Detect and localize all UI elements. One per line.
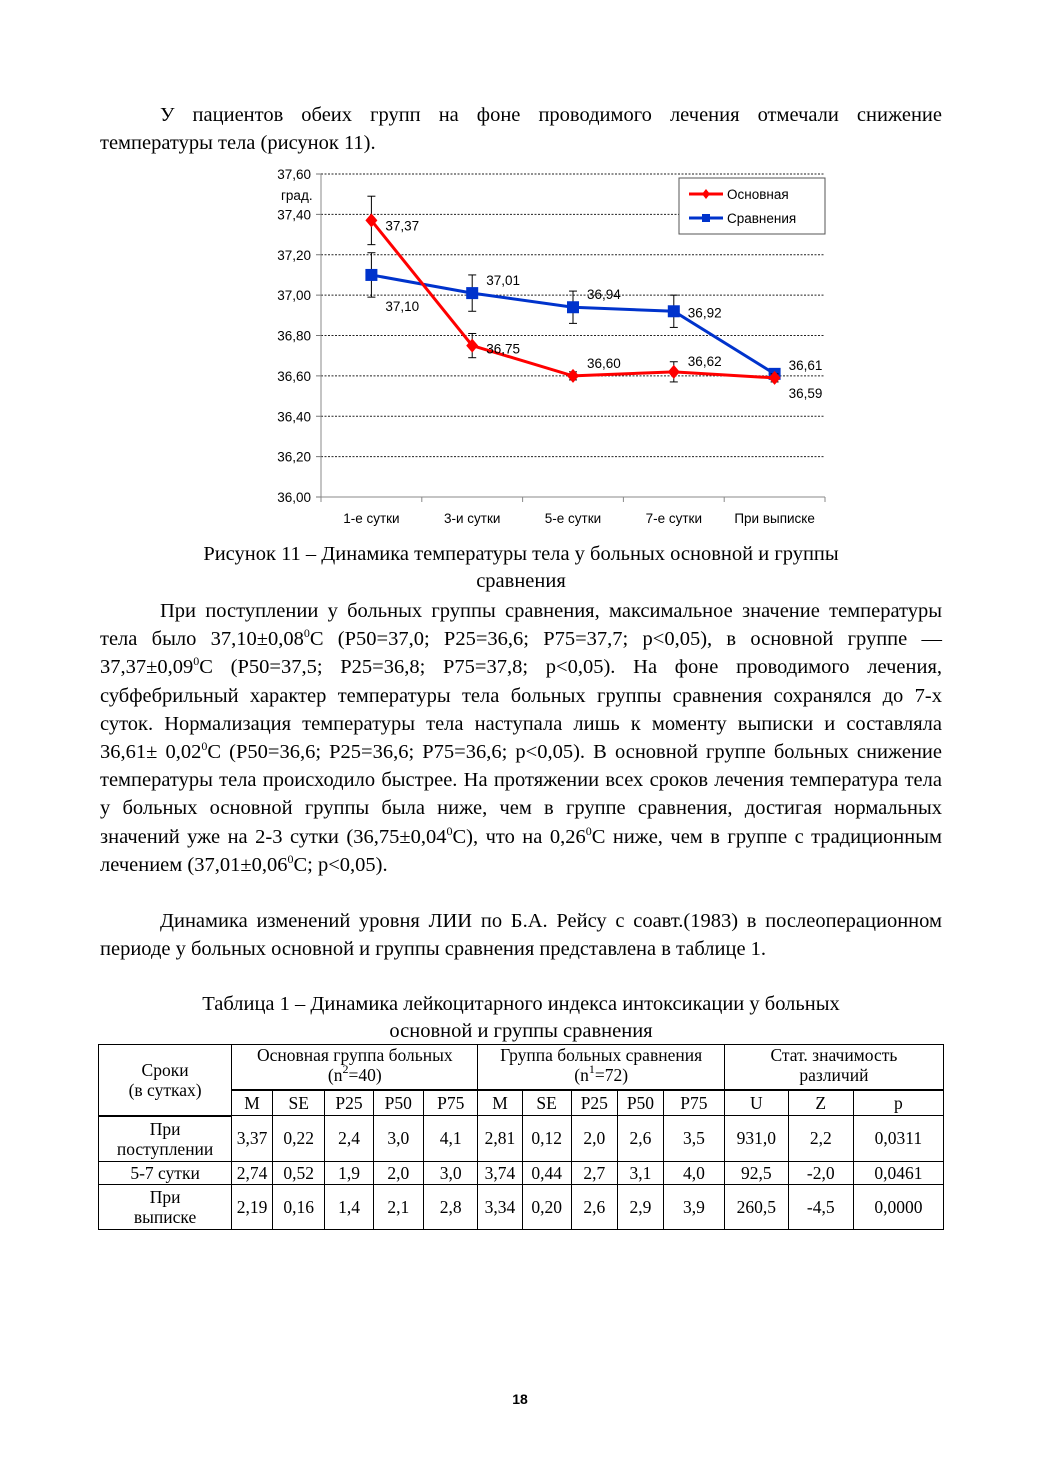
figure-caption [100,541,942,595]
table-cell: 2,1 [373,1184,423,1229]
row-period-label [99,1116,232,1162]
table-cell: 2,19 [232,1184,273,1229]
table-cell: 0,20 [522,1184,571,1229]
table-caption [100,991,942,1045]
table-cell: 0,0000 [853,1184,943,1229]
y-tick-label: 36,40 [277,409,311,425]
table-cell: 2,0 [571,1116,617,1162]
row-period-label-line2: выписке [133,1206,197,1227]
table-cell: 260,5 [724,1184,788,1229]
table-cell: 3,5 [664,1116,725,1162]
header-stat-significance [724,1045,943,1091]
header-period [99,1045,232,1116]
subheader-cell: М [232,1090,273,1116]
y-tick-label: 36,00 [277,490,311,505]
header-cmp-n-post: =72) [594,1065,629,1085]
data-label: 37,10 [385,298,420,314]
intro-paragraph: У пациентов обеих групп на фоне проводимого лечения отмечали снижение температуры тела (рисунок 11). [100,104,942,155]
header-cmp-n-pre: (n [574,1065,589,1085]
table-cell: 3,74 [478,1161,522,1184]
table-cell: 0,0311 [853,1116,943,1162]
table-caption-line2: основной и группы сравнения [389,1020,653,1042]
legend-label: Основная [727,187,789,202]
legend-label: Сравнения [727,211,797,226]
table-cell: 1,9 [325,1161,373,1184]
x-tick-label: 3-и сутки [443,511,501,526]
subheader-cell: U [724,1090,788,1116]
x-tick-label: 1-е сутки [343,511,400,526]
table-cell: 3,37 [232,1116,273,1162]
table-cell: 2,6 [617,1116,663,1162]
table-cell: 4,1 [423,1116,478,1162]
subheader-cell: Р75 [664,1090,725,1116]
subheader-cell: Z [788,1090,853,1116]
x-tick-label: 5-е сутки [544,511,602,526]
table-cell: -2,0 [788,1161,853,1184]
y-axis-label: град. [281,188,313,203]
table-cell: 0,16 [273,1184,325,1229]
table-cell: 92,5 [724,1161,788,1184]
header-main-n-post: =40) [348,1065,382,1085]
paragraph-temperature-results: При поступлении у больных группы сравнения, максимальное значение температуры тела было $37,10\pm 0,08^0С$ (Р50=37,0; Р25=36,6; Р75=37,7; р<0,05), в основной группе — $37,37\pm 0,09^0С$ (Р50=37,5; Р25=36,8; Р75=37,8; р<0,05). На фоне проводимого лечения, субфебрильный характер температуры тела больных группы сравнения сохранялся до 7-х суток. Нормализация температуры тела наступала лишь к моменту выписки и составляла $36,61\pm 0,02^0С$ (Р50=36,6; Р25=36,6; Р75=36,6; р<0,05). В основной группе больных снижение температуры тела происходило быстрее. На протяжении всех сроков лечения температура тела у больных основной группы была ниже, чем в группе сравнения, достигая нормальных значений уже на 2-3 сутки $(36,75\pm 0,04^0С)$, что на 0,26$^0$С ниже, чем в группе с традиционным лечением ($37,01\pm 0,06^0С$; р<0,05). [100,600,943,876]
data-label: 36,59 [788,385,823,401]
table-cell: 0,12 [522,1116,571,1162]
header-cmp-n-sup: 1 [588,1062,595,1076]
table-cell: 2,4 [325,1116,373,1162]
x-tick-label: При выписке [734,511,815,526]
y-tick-label: 37,00 [277,288,311,304]
table-cell: 2,2 [788,1116,853,1162]
table-cell: 931,0 [724,1116,788,1162]
subheader-cell: Р25 [325,1090,373,1116]
table-cell: 3,1 [617,1161,663,1184]
table-cell: 2,0 [373,1161,423,1184]
header-comparison-group-title: Группа больных сравнения [500,1045,703,1065]
header-comparison-group [478,1045,724,1091]
table-cell: 2,6 [571,1184,617,1229]
data-point [466,287,478,299]
subheader-cell: Р75 [423,1090,478,1116]
table-cell: 3,34 [478,1184,522,1229]
data-label: 36,92 [687,305,722,321]
table-row [99,1184,944,1229]
y-tick-label: 36,20 [277,449,311,465]
header-main-n-pre: (n [327,1065,343,1085]
x-tick-label: 7-е сутки [645,511,703,526]
row-period-label-line1: При [149,1186,181,1207]
table-cell: 0,44 [522,1161,571,1184]
row-period-label-line1: При [149,1118,181,1139]
data-label: 36,75 [486,341,520,357]
header-main-n-sup: 2 [342,1062,349,1076]
table-cell: 0,0461 [853,1161,943,1184]
table-cell: 2,7 [571,1161,617,1184]
header-main-group [232,1045,478,1091]
table-row [99,1161,944,1184]
table-cell: -4,5 [788,1184,853,1229]
data-label: 36,61 [788,357,823,373]
table-cell: 4,0 [664,1161,725,1184]
table-cell: 3,0 [373,1116,423,1162]
paragraph-lii-intro: Динамика изменений уровня ЛИИ по Б.А. Рейсу с соавт.(1983) в послеоперационном периоде у больных основной и группы сравнения представлена в таблице 1. [100,910,942,961]
temperature-chart [255,164,835,534]
data-point [668,365,680,379]
table-row [99,1116,944,1162]
table-cell: 3,0 [423,1161,478,1184]
subheader-cell: p [853,1090,943,1116]
data-label: 36,62 [687,353,722,369]
subheader-cell: Р25 [571,1090,617,1116]
header-period-line2: (в сутках) [128,1079,202,1100]
data-point [567,369,579,383]
table-cell: 2,74 [232,1161,273,1184]
table-cell: 3,9 [664,1184,725,1229]
header-stat-line2: различий [799,1065,869,1085]
table-cell: 2,8 [423,1184,478,1229]
row-period-label-line1: 5-7 сутки [130,1162,200,1183]
row-period-label [99,1184,232,1229]
subheader-cell: SE [522,1090,571,1116]
subheader-cell: Р50 [617,1090,663,1116]
table-cell: 1,4 [325,1184,373,1229]
subheader-cell: SE [273,1090,325,1116]
y-tick-label: 37,40 [277,207,311,223]
legend-marker [702,214,710,222]
data-point [668,305,680,317]
header-stat-line1: Стат. значимость [770,1045,898,1065]
data-label: 36,94 [587,287,621,303]
row-period-label [99,1161,232,1184]
lii-table [98,1044,944,1230]
table-cell: 2,9 [617,1184,663,1229]
header-period-line1: Сроки [141,1059,189,1080]
y-tick-label: 37,60 [277,167,311,182]
data-label: 37,37 [385,218,420,234]
page-number: 18 [512,1391,528,1407]
figure-caption-line1: Рисунок 11 – Динамика температуры тела у больных основной и группы [203,543,839,565]
table-cell: 0,52 [273,1161,325,1184]
y-tick-label: 37,20 [277,247,311,263]
data-point [567,301,579,313]
data-label: 37,01 [486,273,520,289]
figure-caption-line2: сравнения [476,570,566,592]
data-point [365,269,377,281]
table-cell: 2,81 [478,1116,522,1162]
table-cell: 0,22 [273,1116,325,1162]
subheader-cell: М [478,1090,522,1116]
row-period-label-line2: поступлении [116,1138,214,1159]
data-label: 36,60 [587,355,621,371]
table-caption-line1: Таблица 1 – Динамика лейкоцитарного индекса интоксикации у больных [202,993,840,1015]
y-tick-label: 36,60 [277,368,311,384]
subheader-cell: Р50 [373,1090,423,1116]
header-main-group-title: Основная группа больных [256,1045,453,1065]
y-tick-label: 36,80 [277,328,311,344]
